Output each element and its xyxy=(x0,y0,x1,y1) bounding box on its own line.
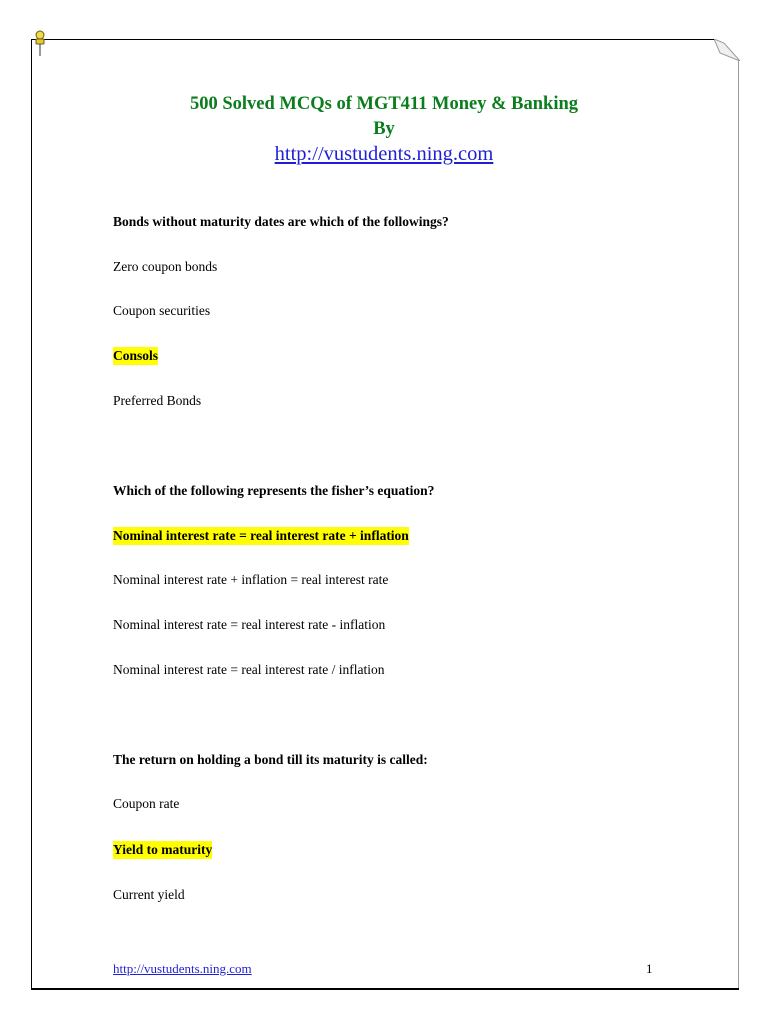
page-edge xyxy=(738,60,739,988)
question-3-answer: Yield to maturity xyxy=(113,842,213,857)
question-2: Which of the following represents the fisher’s equation? xyxy=(113,483,435,498)
question-3: The return on holding a bond till its maturity is called: xyxy=(113,752,428,767)
footer-site-link[interactable]: http://vustudents.ning.com xyxy=(113,961,252,976)
question-2-option-2: Nominal interest rate + inflation = real interest rate xyxy=(113,572,389,587)
site-link[interactable]: http://vustudents.ning.com xyxy=(274,143,494,165)
question-2-option-4: Nominal interest rate = real interest rate / inflation xyxy=(113,662,385,677)
document-title: 500 Solved MCQs of MGT411 Money & Banking xyxy=(189,94,578,114)
question-1: Bonds without maturity dates are which of the followings? xyxy=(113,214,449,229)
question-1-option-2: Coupon securities xyxy=(113,303,211,318)
question-1-answer: Consols xyxy=(113,348,159,363)
question-1-option-4: Preferred Bonds xyxy=(113,393,202,408)
question-2-option-3: Nominal interest rate = real interest rate - inflation xyxy=(113,617,386,632)
page-curl-icon xyxy=(714,39,740,61)
push-pin-icon xyxy=(33,30,47,58)
question-3-option-3: Current yield xyxy=(113,887,185,902)
document-byline: By xyxy=(373,119,395,139)
question-3-option-1: Coupon rate xyxy=(113,796,180,811)
question-1-option-1: Zero coupon bonds xyxy=(113,259,218,274)
question-2-answer: Nominal interest rate = real interest rate + inflation xyxy=(113,528,409,543)
page-number: 1 xyxy=(646,961,653,976)
